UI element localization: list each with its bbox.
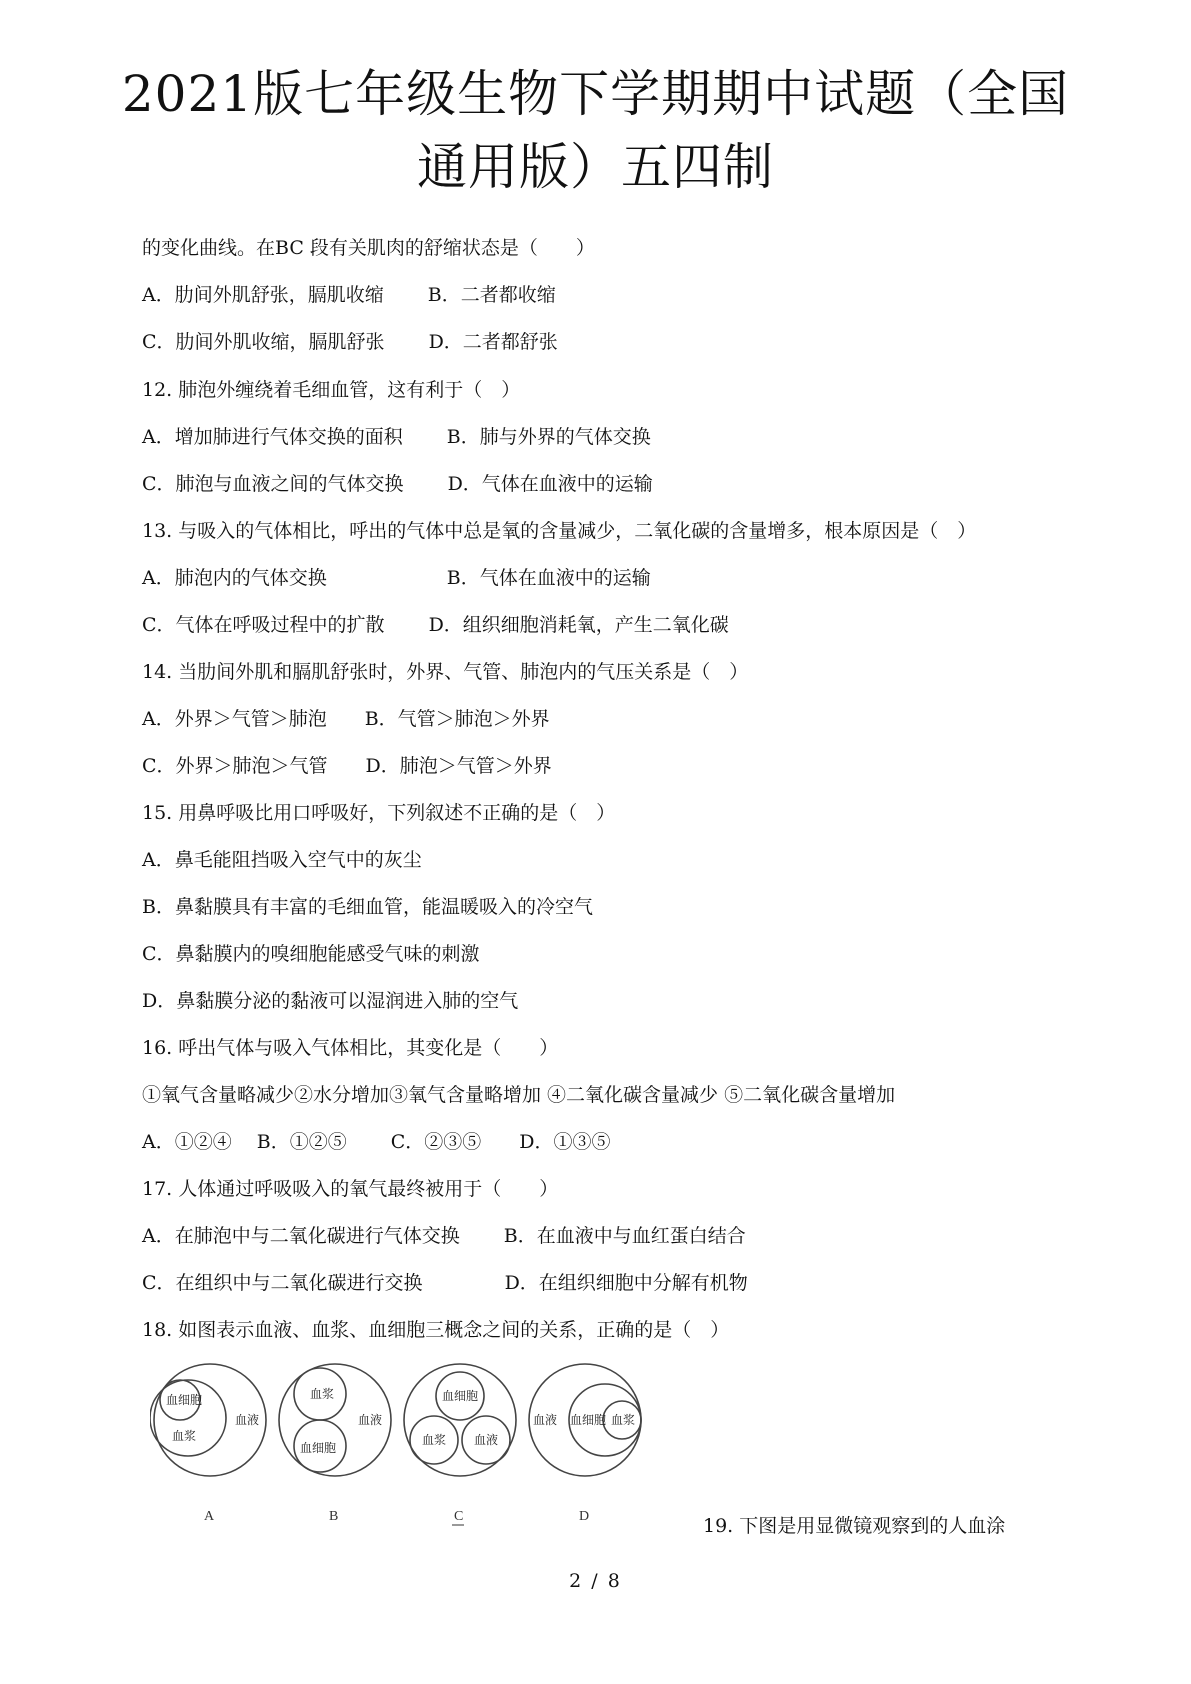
page-title-line-1: 2021版七年级生物下学期期中试题（全国 bbox=[121, 65, 1070, 123]
option-line: A．①②④ B．①②⑤ C．②③⑤ D．①③⑤ bbox=[142, 1131, 611, 1153]
diagram-a bbox=[150, 1364, 266, 1524]
option-line: A．在肺泡中与二氧化碳进行气体交换 B．在血液中与血红蛋白结合 bbox=[142, 1225, 746, 1247]
option-line: C．外界＞肺泡＞气管 D．肺泡＞气管＞外界 bbox=[142, 755, 552, 777]
option-line: C．在组织中与二氧化碳进行交换 D．在组织细胞中分解有机物 bbox=[142, 1272, 748, 1294]
diagram-a-letter: A bbox=[204, 1509, 215, 1524]
question-17: 17. 人体通过呼吸吸入的氧气最终被用于（ ） bbox=[142, 1178, 559, 1200]
label-c-2: 血浆 bbox=[422, 1433, 447, 1447]
option-line: A．鼻毛能阻挡吸入空气中的灰尘 bbox=[142, 849, 422, 871]
question-14: 14. 当肋间外肌和膈肌舒张时，外界、气管、肺泡内的气压关系是（ ） bbox=[142, 661, 749, 683]
label-d-1: 血液 bbox=[533, 1413, 558, 1427]
option-line: C．肺泡与血液之间的气体交换 D．气体在血液中的运输 bbox=[142, 473, 653, 495]
option-line: C．肋间外肌收缩，膈肌舒张 D．二者都舒张 bbox=[142, 331, 558, 353]
diagram-b bbox=[279, 1364, 391, 1524]
diagram-d-letter: D bbox=[579, 1509, 590, 1524]
question-12: 12. 肺泡外缠绕着毛细血管，这有利于（ ） bbox=[142, 379, 521, 401]
question-16: 16. 呼出气体与吸入气体相比，其变化是（ ） bbox=[142, 1037, 559, 1059]
option-line: A．肋间外肌舒张，膈肌收缩 B．二者都收缩 bbox=[142, 284, 556, 306]
label-a-3: 血液 bbox=[235, 1413, 260, 1427]
option-line: B．鼻黏膜具有丰富的毛细血管，能温暖吸入的冷空气 bbox=[142, 896, 593, 918]
label-b-1: 血浆 bbox=[310, 1387, 335, 1401]
option-line: A．外界＞气管＞肺泡 B．气管＞肺泡＞外界 bbox=[142, 708, 550, 730]
question-15: 15. 用鼻呼吸比用口呼吸好，下列叙述不正确的是（ ） bbox=[142, 802, 616, 824]
page-number: 2 / 8 bbox=[569, 1570, 622, 1592]
diagram-c bbox=[404, 1364, 516, 1525]
option-line: A．肺泡内的气体交换 B．气体在血液中的运输 bbox=[142, 567, 651, 589]
diagram-b-letter: B bbox=[329, 1509, 339, 1524]
option-line: D．鼻黏膜分泌的黏液可以湿润进入肺的空气 bbox=[142, 990, 519, 1012]
option-line: A．增加肺进行气体交换的面积 B．肺与外界的气体交换 bbox=[142, 426, 651, 448]
label-a-2: 血浆 bbox=[172, 1429, 197, 1443]
label-c-1: 血细胞 bbox=[442, 1389, 479, 1403]
option-line: C．气体在呼吸过程中的扩散 D．组织细胞消耗氧，产生二氧化碳 bbox=[142, 614, 729, 636]
venn-diagrams bbox=[150, 1360, 710, 1540]
label-a-1: 血细胞 bbox=[166, 1393, 203, 1407]
question-text-line: 的变化曲线。在BC 段有关肌肉的舒缩状态是（ ） bbox=[142, 237, 595, 259]
label-d-2: 血细胞 bbox=[570, 1413, 607, 1427]
label-b-2: 血液 bbox=[358, 1413, 383, 1427]
label-b-3: 血细胞 bbox=[300, 1441, 337, 1455]
diagram-c-letter: C bbox=[454, 1509, 464, 1524]
statement-line: ①氧气含量略减少②水分增加③氧气含量略增加 ④二氧化碳含量减少 ⑤二氧化碳含量增加 bbox=[142, 1084, 896, 1106]
page-title-line-2: 通用版）五四制 bbox=[417, 138, 774, 196]
label-d-3: 血浆 bbox=[611, 1413, 636, 1427]
question-18: 18. 如图表示血液、血浆、血细胞三概念之间的关系，正确的是（ ） bbox=[142, 1319, 730, 1341]
diagram-d bbox=[529, 1364, 641, 1524]
label-c-3: 血液 bbox=[474, 1433, 499, 1447]
option-line: C．鼻黏膜内的嗅细胞能感受气味的刺激 bbox=[142, 943, 480, 965]
question-19-start: 19. 下图是用显微镜观察到的人血涂 bbox=[703, 1515, 1006, 1537]
question-13: 13. 与吸入的气体相比，呼出的气体中总是氧的含量减少，二氧化碳的含量增多，根本原因是（ ） bbox=[142, 520, 977, 542]
